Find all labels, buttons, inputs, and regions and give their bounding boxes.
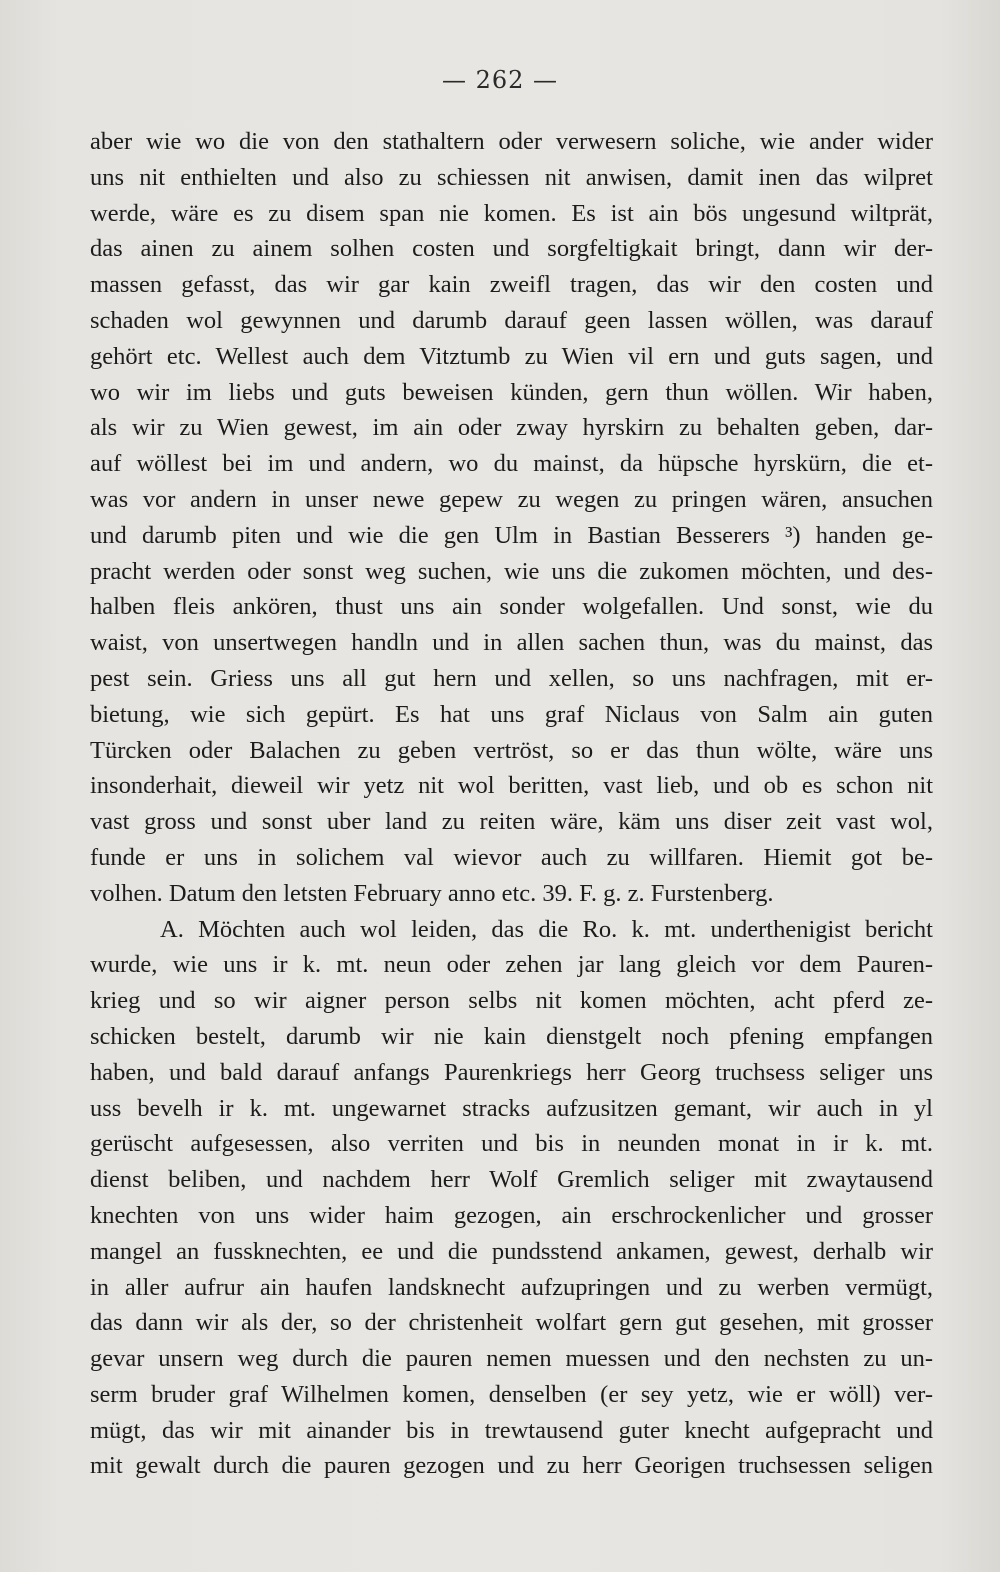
text-line: mangel an fussknechten, ee und die pundsstend ankamen, gewest, derhalb wir — [90, 1237, 933, 1265]
text-line: wo wir im liebs und guts beweisen künden, gern thun wöllen. Wir haben, — [90, 378, 933, 406]
text-line: aber wie wo die von den stathaltern oder verwesern soliche, wie ander wider — [90, 128, 933, 155]
text-line: und darumb piten und wie die gen Ulm in Bastian Besserers ³) handen ge- — [90, 521, 933, 549]
text-line: krieg und so wir aigner person selbs nit komen möchten, acht pferd ze- — [90, 987, 933, 1015]
body-text — [90, 124, 933, 1484]
text-line: gevar unsern weg durch die pauren nemen muessen und den nechsten zu un- — [90, 1345, 933, 1373]
text-line: gehört etc. Wellest auch dem Vitztumb zu Wien vil ern und guts sagen, und — [90, 342, 933, 370]
page-number: — 262 — — [441, 66, 559, 94]
text-line: uss bevelh ir k. mt. ungewarnet stracks aufzusitzen gemant, wir auch in yl — [90, 1094, 933, 1122]
text-line: A. Möchten auch wol leiden, das die Ro. k. mt. underthenigist bericht — [160, 915, 933, 943]
text-line: haben, und bald darauf anfangs Paurenkriegs herr Georg truchsess seliger uns — [90, 1058, 933, 1086]
text-line: als wir zu Wien gewest, im ain oder zway hyrskirn zu behalten geben, dar- — [90, 414, 933, 442]
text-line: knechten von uns wider haim gezogen, ain erschrockenlicher und grosser — [90, 1201, 933, 1229]
text-line: das ainen zu ainem solhen costen und sorgfeltigkait bringt, dann wir der- — [90, 235, 933, 263]
text-line: waist, von unsertwegen handln und in allen sachen thun, was du mainst, das — [90, 629, 933, 657]
text-line: uns nit enthielten und also zu schiessen nit anwisen, damit inen das wilpret — [90, 163, 933, 191]
text-line: gerüscht aufgesessen, also verriten und bis in neunden monat in ir k. mt. — [90, 1130, 933, 1158]
text-line: dienst beliben, und nachdem herr Wolf Gremlich seliger mit zwaytausend — [90, 1166, 933, 1194]
text-line: in aller aufrur ain haufen landsknecht aufzupringen und zu werben vermügt, — [90, 1273, 933, 1301]
text-line: das dann wir als der, so der christenheit wolfart gern gut gesehen, mit grosser — [90, 1309, 933, 1337]
text-line: bietung, wie sich gepürt. Es hat uns graf Niclaus von Salm ain guten — [90, 700, 933, 728]
text-line: werde, wäre es zu disem span nie komen. Es ist ain bös ungesund wiltprät, — [90, 199, 933, 227]
text-line: schaden wol gewynnen und darumb darauf geen lassen wöllen, was darauf — [90, 306, 933, 334]
text-line: vast gross und sonst uber land zu reiten wäre, käm uns diser zeit vast wol, — [90, 808, 933, 836]
text-line: mügt, das wir mit ainander bis in trewtausend guter knecht aufgepracht und — [90, 1416, 933, 1444]
text-line: was vor andern in unser newe gepew zu wegen zu pringen wären, ansuchen — [90, 485, 933, 513]
text-line: pracht werden oder sonst weg suchen, wie uns die zukomen möchten, und des- — [90, 557, 933, 585]
text-line: wurde, wie uns ir k. mt. neun oder zehen jar lang gleich vor dem Pauren- — [90, 951, 933, 979]
text-line: auf wöllest bei im und andern, wo du mainst, da hüpsche hyrskürn, die et- — [90, 450, 933, 478]
text-line: funde er uns in solichem val wievor auch zu willfaren. Hiemit got be- — [90, 843, 933, 871]
text-line: pest sein. Griess uns all gut hern und xellen, so uns nachfragen, mit er- — [90, 664, 933, 692]
text-line: halben fleis ankören, thust uns ain sonder wolgefallen. Und sonst, wie du — [90, 593, 933, 621]
text-line: schicken bestelt, darumb wir nie kain dienstgelt noch pfening empfangen — [90, 1022, 933, 1050]
text-line: massen gefasst, das wir gar kain zweifl tragen, das wir den costen und — [90, 271, 933, 299]
text-line: mit gewalt durch die pauren gezogen und zu herr Georigen truchsessen seligen — [90, 1452, 933, 1480]
text-line: insonderhait, dieweil wir yetz nit wol beritten, vast lieb, und ob es schon nit — [90, 772, 933, 800]
text-line: Türcken oder Balachen zu geben vertröst, so er das thun wölte, wäre uns — [90, 736, 933, 764]
text-line: serm bruder graf Wilhelmen komen, denselben (er sey yetz, wie er wöll) ver- — [90, 1380, 933, 1408]
text-line: volhen. Datum den letsten February anno etc. 39. F. g. z. Furstenberg. — [90, 879, 774, 907]
